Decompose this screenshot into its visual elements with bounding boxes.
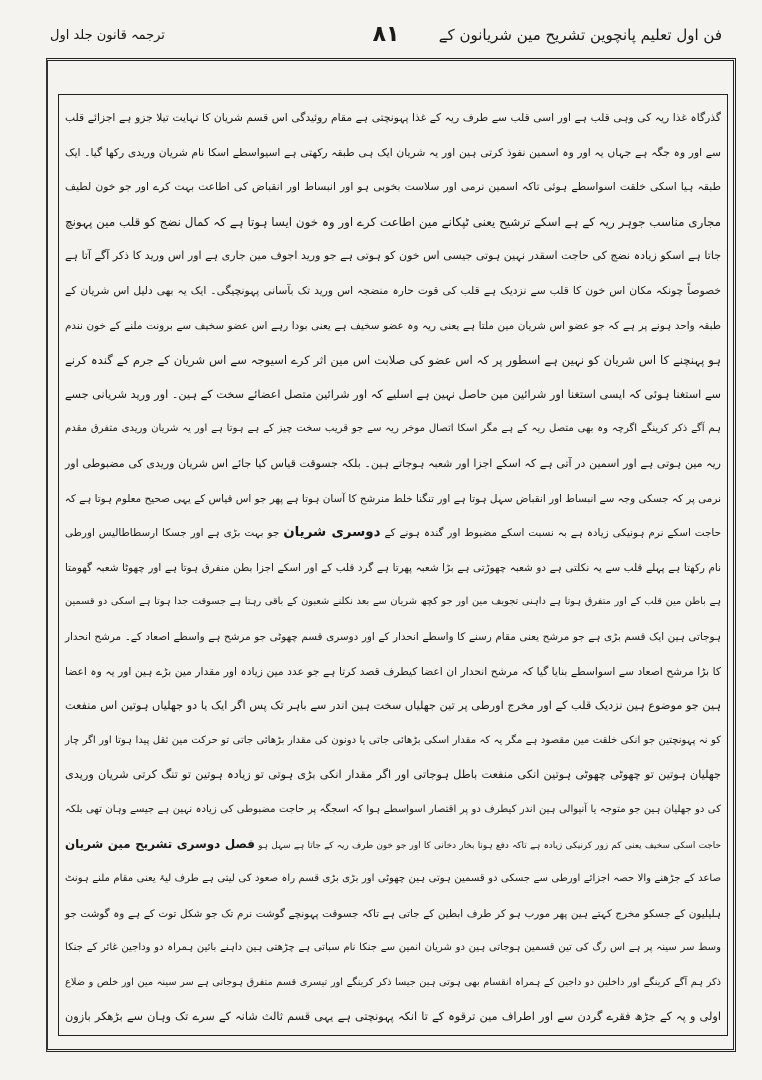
line-text: ذکر ہم آگے کرینگے اور داخلین دو داجین کے ہمراہ انقسام بھی ہوتی ہین جیسا ذکر کرینگے اور تیسری قسم متفرق ہوجاتی ہے سر سینہ مین اور خلص و ضلاع bbox=[65, 976, 721, 988]
line-text: جو بہت بڑی ہے اور جسکا ارسطاطالیس اورطی bbox=[65, 527, 280, 540]
line-text: سے اور وہ جگہ ہے جہاں یہ اور وہ اسمین نفوذ کرتی ہین اور یہ شریان ایک ہی طبقہ رکھتی ہے اسیواسطے اسکا نام شریان وریدی رکھا گیا۔ ایک bbox=[65, 145, 721, 159]
line-text: طبقہ واحد ہونے پر ہے کہ جو عضو اس شریان مین ملتا ہے یعنی ریہ وہ عضو سخیف ہے یعنی بودا رہے اس عضو سخیف سے برونت ملنے کے خون نندم bbox=[65, 319, 722, 332]
line-text: ہین جو موضوع ہین نزدیک قلب کے اور مخرج اورطی پر تین جھلیاں سخت ہین اندر سے باہر تک پس اگر ایک یا دو جھلیاں ہوتین اس منفعت bbox=[65, 699, 721, 713]
line-text: نرمی پر کہ جسکی وجہ سے انبساط اور انقباض سہل ہوتا ہے اور تنگنا خلط منرشح کا آسان ہوتا ہے پھر جو اس قیاس کے یہی صحیح معلوم ہوتا ہے کہ bbox=[64, 492, 721, 505]
line-text: اولی و پہ کے جڑھ فقرے گردن سے اور اطراف مین ترقوہ کے تا انکہ پہونچتی ہے یہی قسم ثالث شانہ کے سرے تک وہان سے بڑھکر بازون bbox=[65, 1010, 721, 1024]
line-text: ہوجاتی ہین ایک قسم بڑی ہے جو مرشح یعنی مقام رسنے کا واسطے انحدار کے اور دوسری قسم چھوٹی جو مرشح ہے واسطے اصعاد کے۔ مرشح انحدار bbox=[65, 630, 721, 643]
line-text: ریہ مین ہوتی ہے اور اسمین در آتی ہے کہ اسکے اجزا اور شعبہ ہوجاتے ہین۔ بلکہ جسوقت قیاس کیا جائے اس شریان وریدی کی مضبوطی اور bbox=[65, 456, 721, 470]
line-text: حاجت اسکے نرم ہونیکی زیادہ ہے بہ نسبت اسکے مضبوط اور گندہ ہونے کے bbox=[384, 527, 721, 540]
line-text: وسط سر سینہ پر ہے اس رگ کی تین قسمین ہوجاتی ہین دو شریان انمین سے جنکا نام سباتی ہے چڑھتی ہین داہنے بائین ہمراہ دو وداجین غائر کے جنکا bbox=[65, 942, 721, 954]
text-line bbox=[65, 309, 721, 344]
text-line bbox=[65, 724, 721, 759]
line-text: حاجت اسکی سخیف یعنی کم زور کرنیکی زیادہ ہے تاکہ دفع ہونا بخار دخانی کا اور جو خون طرف ریہ کے جاتا ہے سہل ہو bbox=[258, 841, 721, 852]
text-line bbox=[65, 620, 721, 655]
line-text: جھلیان ہوتین تو چھوٹی چھوٹی ہوتین انکی منفعت باطل ہوجاتی اور اگر مقدار انکی بڑی ہوتی تو زیادہ ہوتین تو تنگ کرتی شریان وریدی bbox=[65, 768, 721, 782]
text-line bbox=[65, 343, 721, 378]
line-text: ہم آگے ذکر کرینگے اگرچہ وہ بھی متصل ریہ کے ہے مگر اسکا اتصال موخر ریہ سے جو قریب سخت چیز کے ہے ہوتا ہے اور یہ شریان وریدی متفرق مقدم bbox=[65, 423, 721, 435]
text-line bbox=[65, 897, 721, 932]
section-heading: فصل دوسری تشریح مین شریان bbox=[65, 837, 255, 852]
text-line bbox=[65, 758, 721, 793]
text-line bbox=[65, 1000, 721, 1035]
line-text: کی دو جھلیان ہین جو متوجہ یا آنیوالی ہین اندر کیطرف دو پر اقتصار اسواسطے ہوا کہ اسجگہ پر حاجت مضبوطی کی زیادہ نہین ہے جیسے وہان تھی بلکہ bbox=[65, 803, 721, 815]
text-line bbox=[65, 689, 721, 724]
page-number: ۸۱ bbox=[372, 22, 400, 47]
text-line bbox=[65, 205, 721, 240]
text-line bbox=[65, 655, 721, 690]
text-line bbox=[65, 931, 721, 966]
text-line bbox=[65, 827, 721, 862]
text-body bbox=[58, 94, 728, 1036]
text-line bbox=[65, 482, 721, 517]
line-text: خصوصاً چونکہ مکان اس خون کا قلب سے نزدیک ہے قلب کی قوت حارہ منضجہ اس ورید تک بآسانی پہونچیگی۔ ایک یہ بھی دلیل اس شریان کے bbox=[65, 283, 721, 297]
text-line bbox=[65, 378, 721, 413]
line-text: نام رکھتا ہے پہلے قلب سے یہ نکلتی ہے دو شعبہ چھوڑتی ہے بڑا شعبہ پھرتا ہے گرد قلب کے اور اسکے اجزا بطن منفرق ہوتا ہے اور چھوٹا شعبہ گھومتا bbox=[65, 561, 721, 574]
text-line bbox=[65, 516, 721, 551]
line-text: کو نہ پہونچتین جو انکی خلقت مین مقصود ہے مگر یہ کہ مقدار اسکی بڑھائی جاتی یا دونون کی مقدار بڑھائی جاتی تو حرکت مین ثقل پیدا ہوتا اور اگر چار bbox=[65, 734, 721, 746]
text-line bbox=[65, 793, 721, 828]
text-line bbox=[65, 447, 721, 482]
line-text: ہے باطن مین قلب کے اور متفرق ہوتا ہے داہنی تجویف مین اور جو کچھ شریان سے بعد نکلنے شعبون کے باقی رہتا ہے جسوقت جدا ہوتا ہے اسکی دو قسمین bbox=[65, 596, 721, 608]
line-text: صاعد کے جڑھنے والا حصہ اجزائے اورطی سے جسکی دو قسمین ہوتی ہین چھوٹی اور بڑی بڑی قسم راہ صعود کی لیتی ہے طرف لیۂ یعنی مقام ملنے ہونٹ bbox=[65, 873, 721, 885]
running-title: فن اول تعلیم پانچوین تشریح مین شریانون کے bbox=[438, 26, 722, 44]
line-text: جاتا ہے اسکو زیادہ نضج کی حاجت اسقدر نہین ہوتی جیسی اس خون کو ہوتی ہے جو ورید اجوف مین جاری ہے اور اس ورید کا ذکر آگے آتا ہے bbox=[65, 249, 721, 263]
page-header bbox=[50, 22, 722, 56]
line-text: کا بڑا مرشح اصعاد سے اسواسطے بنایا گیا کہ مرشح انحدار ان اعضا کیطرف قصد کرتا ہے جو عدد مین زیادہ اور مقدار مین بڑے ہین اور یہ وہ اعضا bbox=[65, 664, 721, 678]
text-line bbox=[65, 136, 721, 171]
text-line bbox=[65, 551, 721, 586]
text-line bbox=[65, 274, 721, 309]
line-text: ہو پہنچنے کا اس شریان کو نہین ہے اسطور پر کہ اس عضو کی صلابت اس مین اثر کرے اسیوجہ سے اس شریان کے جرم کے گندہ کرنے bbox=[65, 353, 721, 368]
text-line bbox=[65, 412, 721, 447]
text-line bbox=[65, 239, 721, 274]
section-heading: دوسری شریان bbox=[283, 525, 381, 541]
text-line bbox=[65, 170, 721, 205]
line-text: مجاری مناسب جوہر ریہ کے ہے اسکے ترشیح یعنی ٹپکانے مین اطاعت کرے اور وہ خون ایسا ہوتا ہے کہ کمال نضج کو قلب مین پہونچ bbox=[65, 214, 721, 229]
text-line bbox=[65, 966, 721, 1001]
book-title: ترجمہ قانون جلد اول bbox=[50, 28, 165, 43]
line-text: گذرگاہ غذا ریہ کی وہی قلب ہے اور اسی قلب سے طرف ریہ کے غذا پہونچتی ہے مقام روئیدگی اس قسم شریان کا نہایت تیلا جزو ہے اجزائے قلب bbox=[65, 111, 721, 124]
text-line bbox=[65, 101, 721, 136]
line-text: ہلیلیون کے جسکو مخرج کہتے ہین پھر مورب ہو کر طرف ابطین کے جاتی ہے تاکہ جسوقت پہونچے گوشت نرم تک جو شکل توت کے ہے وہ گوشت جو bbox=[65, 907, 721, 920]
line-text: طبقہ ہیا اسکی خلقت اسواسطے ہوئی تاکہ اسمین نرمی اور سلاست بخوبی ہو اور انبساط اور انقباض کی اطاعت بہت کرے اور جو خون لطیف bbox=[65, 180, 721, 194]
text-line bbox=[65, 585, 721, 620]
text-line bbox=[65, 862, 721, 897]
line-text: سے استغنا ہوئی کہ ایسی استغنا اور شرائین مین حاصل نہین ہے اسلیے کہ اور شرائین متصل اعضائے سخت کے ہین۔ اور ورید شریانی جسے bbox=[64, 387, 721, 401]
